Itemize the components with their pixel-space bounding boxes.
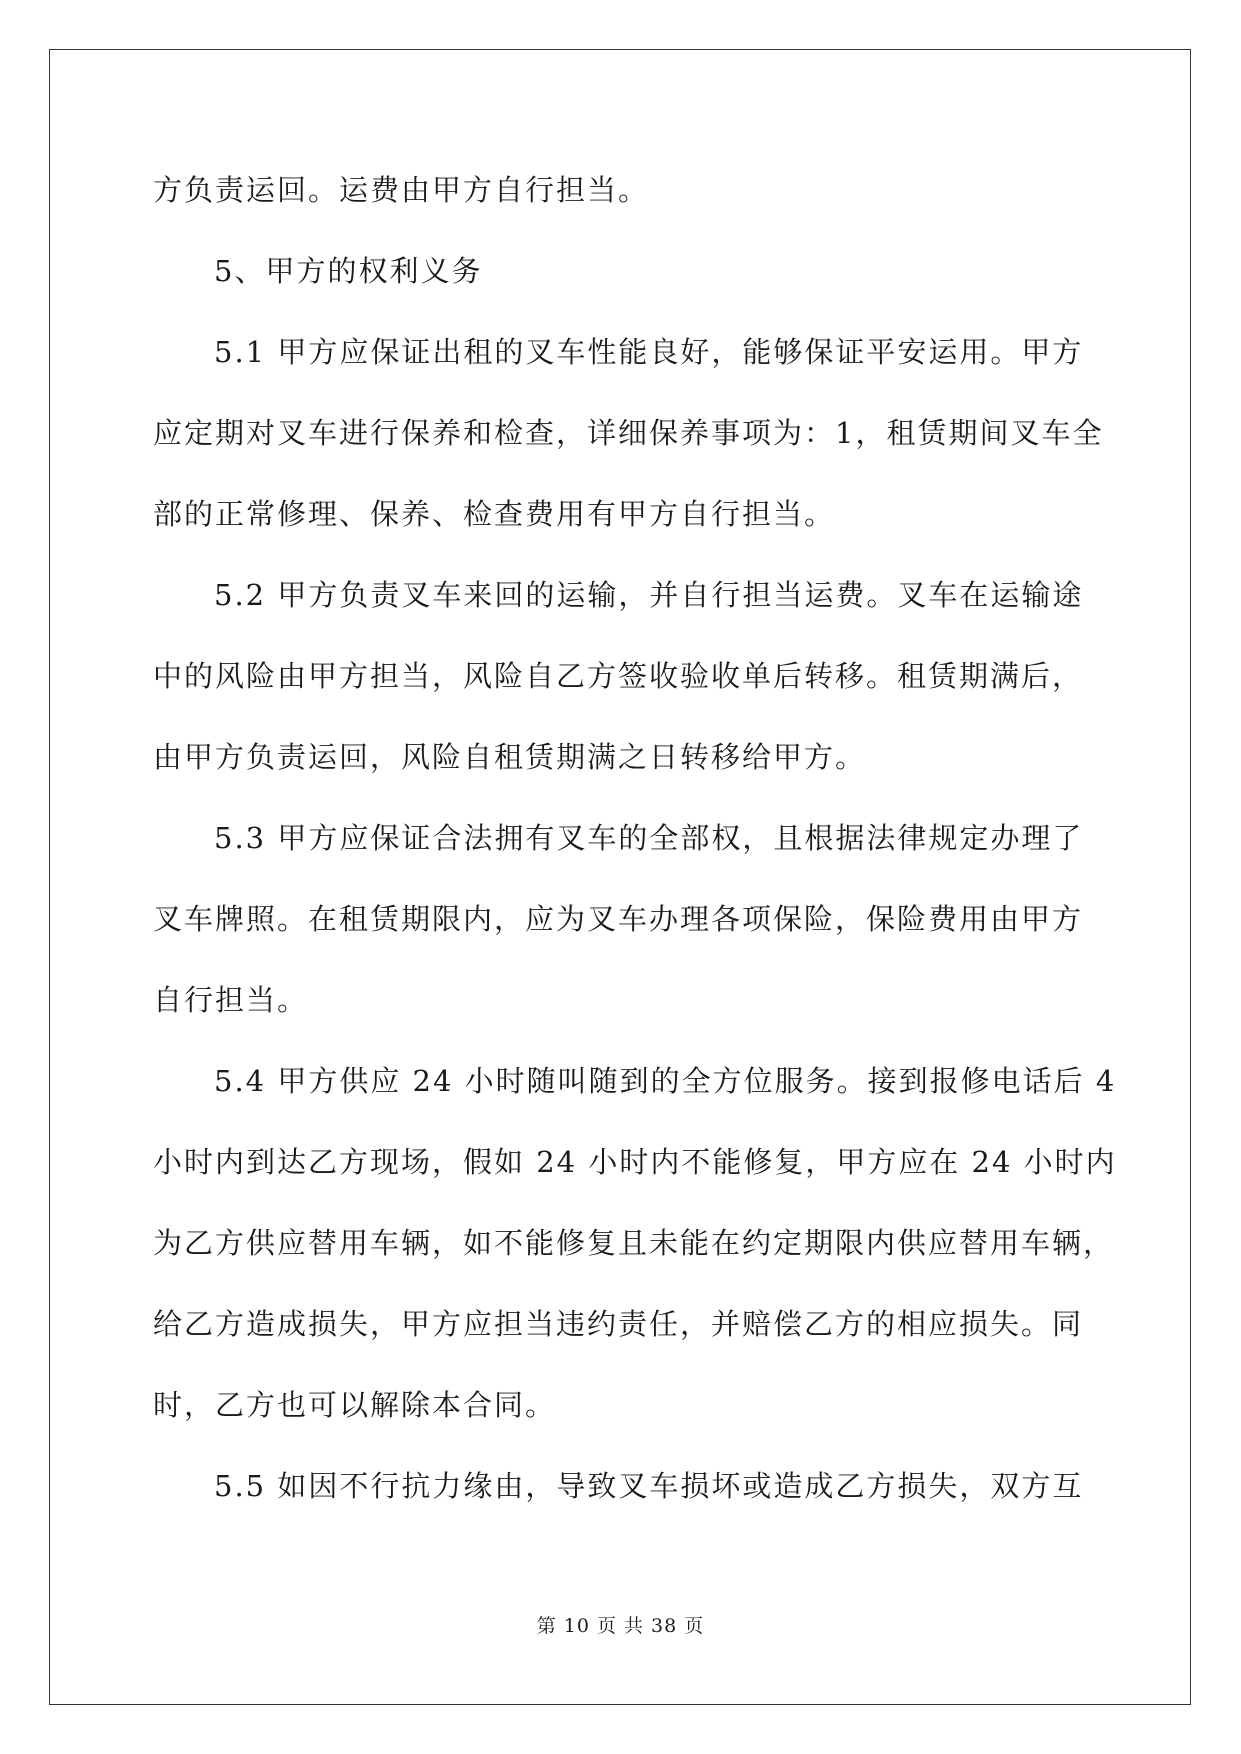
paragraph-start-line: 5.4 甲方供应 24 小时随叫随到的全方位服务。接到报修电话后 4 xyxy=(214,1064,1117,1098)
body-text-line: 为乙方供应替用车辆，如不能修复且未能在约定期限内供应替用车辆， xyxy=(153,1226,1115,1260)
paragraph-start-line: 5.1 甲方应保证出租的叉车性能良好，能够保证平安运用。甲方 xyxy=(214,335,1084,369)
paragraph-start-line: 5.5 如因不行抗力缘由，导致叉车损坏或造成乙方损失，双方互 xyxy=(214,1469,1084,1503)
body-text-line: 叉车牌照。在租赁期限内，应为叉车办理各项保险，保险费用由甲方 xyxy=(153,902,1084,936)
section-heading: 5、甲方的权利义务 xyxy=(214,254,483,288)
body-text-line: 方负责运回。运费由甲方自行担当。 xyxy=(153,173,650,207)
paragraph-start-line: 5.3 甲方应保证合法拥有叉车的全部权，且根据法律规定办理了 xyxy=(214,821,1084,855)
page-number: 第 10 页 共 38 页 xyxy=(536,1615,705,1637)
body-text-line: 应定期对叉车进行保养和检查，详细保养事项为：1，租赁期间叉车全 xyxy=(153,416,1104,450)
body-text-line: 自行担当。 xyxy=(153,983,309,1017)
body-text-line: 由甲方负责运回，风险自租赁期满之日转移给甲方。 xyxy=(153,740,867,774)
paragraph-start-line: 5.2 甲方负责叉车来回的运输，并自行担当运费。叉车在运输途 xyxy=(214,578,1084,612)
body-text-line: 给乙方造成损失，甲方应担当违约责任，并赔偿乙方的相应损失。同 xyxy=(153,1307,1084,1341)
body-text-line: 中的风险由甲方担当，风险自乙方签收验收单后转移。租赁期满后， xyxy=(153,659,1084,693)
body-text-line: 时，乙方也可以解除本合同。 xyxy=(153,1388,557,1422)
body-text-line: 部的正常修理、保养、检查费用有甲方自行担当。 xyxy=(153,497,836,531)
page-border xyxy=(49,49,1191,1705)
body-text-line: 小时内到达乙方现场，假如 24 小时内不能修复，甲方应在 24 小时内 xyxy=(153,1145,1117,1179)
